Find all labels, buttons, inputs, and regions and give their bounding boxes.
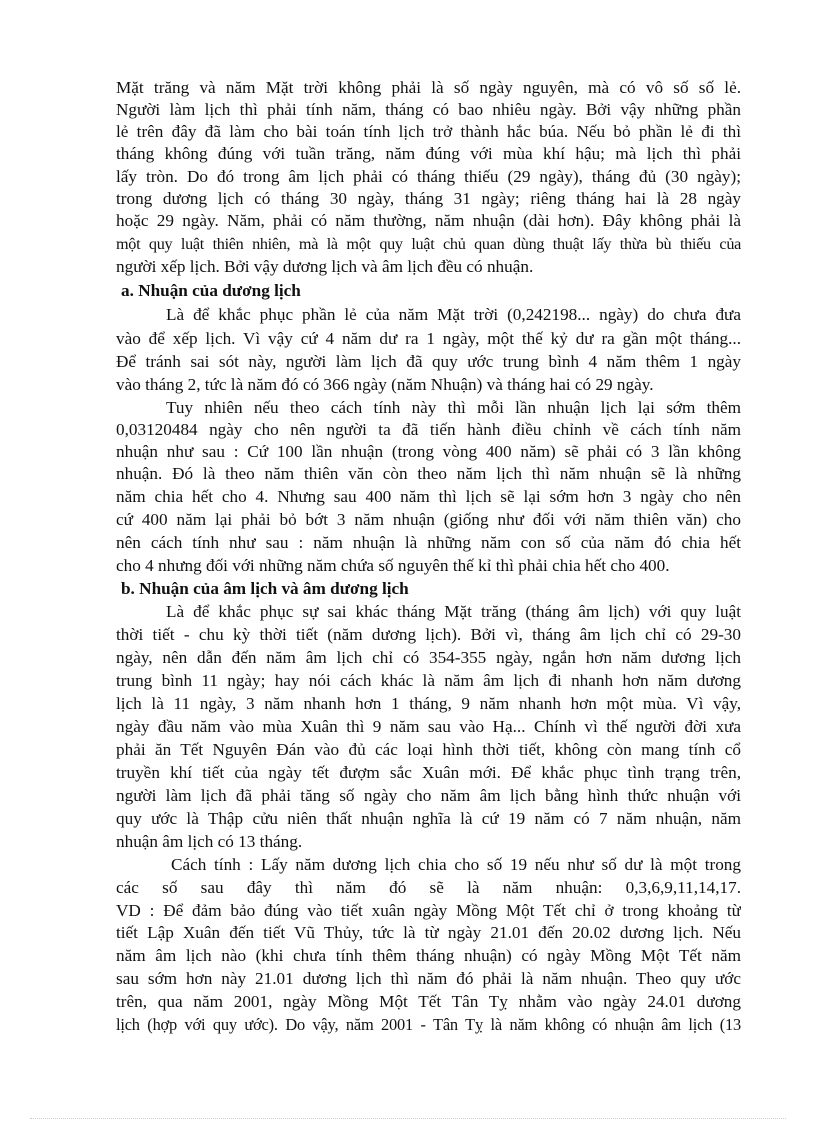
text-line: người làm lịch đã phải tăng số ngày cho năm âm lịch bằng hình thức nhuận với [116,786,741,805]
text-line: trên, qua năm 2001, ngày Mồng Một Tết Tân Tỵ nhằm vào ngày 24.01 dương [116,992,741,1011]
text-line: thời tiết - chu kỳ thời tiết (năm dương lịch). Bởi vì, tháng âm lịch chỉ có 29-30 [116,625,741,644]
section-heading-b: b. Nhuận của âm lịch và âm dương lịch [121,579,409,598]
text-line: vào để xếp lịch. Vì vậy cứ 4 năm dư ra 1 ngày, một thế kỷ dư ra gần một tháng... [116,329,741,348]
text-line: trung bình 11 ngày; hay nói cách khác là năm âm lịch đi nhanh hơn năm dương [116,671,741,690]
text-line: Mặt trăng và năm Mặt trời không phải là số ngày nguyên, mà có vô số số lẻ. [116,78,741,97]
text-line: hoặc 29 ngày. Năm, phải có năm thường, năm nhuận (dài hơn). Đây không phải là [116,211,741,230]
text-line: nhuận như sau : Cứ 100 lần nhuận (trong vòng 400 năm) sẽ phải có 3 lần không [116,442,741,461]
text-line: năm âm lịch nào (khi chưa tính thêm tháng nhuận) có ngày Mồng Một Tết năm [116,946,741,965]
text-line: Tuy nhiên nếu theo cách tính này thì mỗi lần nhuận lịch lại sớm thêm [166,398,741,417]
text-line: năm chia hết cho 4. Nhưng sau 400 năm thì lịch sẽ lại sớm hơn 3 ngày cho nên [116,487,741,506]
text-line: Cách tính : Lấy năm dương lịch chia cho số 19 nếu như số dư là một trong [171,855,741,874]
text-line: Là để khắc phục sự sai khác tháng Mặt trăng (tháng âm lịch) với quy luật [166,602,741,621]
text-line: truyền khí tiết của ngày tết đượm sắc Xuân mới. Để khắc phục tình trạng trên, [116,763,741,782]
text-line: Người làm lịch thì phải tính năm, tháng có bao nhiêu ngày. Bởi vậy những phần [116,100,741,119]
text-line: trong dương lịch có tháng 30 ngày, tháng 31 ngày; riêng tháng hai là 28 ngày [116,189,741,208]
text-line: lịch là 11 ngày, 3 năm nhanh hơn 1 tháng, 9 năm nhanh hơn một mùa. Vì vậy, [116,694,741,713]
text-line: cho 4 nhưng đối với những năm chứa số nguyên thế kỉ thì phải chia hết cho 400. [116,556,670,575]
text-line: nhuận âm lịch có 13 tháng. [116,832,303,851]
text-line: 0,03120484 ngày cho nên người ta đã tiến hành điều chỉnh về cách tính năm [116,420,741,439]
text-line: lấy tròn. Do đó trong âm lịch phải có tháng thiếu (29 ngày), tháng đủ (30 ngày); [116,167,741,186]
text-line: Là để khắc phục phần lẻ của năm Mặt trời (0,242198... ngày) do chưa đưa [166,305,741,324]
text-line: các số sau đây thì năm đó sẽ là năm nhuận: 0,3,6,9,11,14,17. [116,878,741,897]
text-line: người xếp lịch. Bởi vậy dương lịch và âm lịch đều có nhuận. [116,257,534,276]
text-line: ngày, nên dẫn đến năm âm lịch chỉ có 354-355 ngày, ngắn hơn năm dương lịch [116,648,741,667]
text-line: phải ăn Tết Nguyên Đán vào đủ các loại hình thời tiết, không còn mang tính cổ [116,740,741,759]
text-line: một quy luật thiên nhiên, mà là một quy luật chủ quan dùng thuật lấy thừa bù thiếu của [116,235,741,253]
text-line: lịch (hợp với quy ước). Do vậy, năm 2001 - Tân Tỵ là năm không có nhuận âm lịch (13 [116,1015,741,1034]
text-line: VD : Để đảm bảo đúng vào tiết xuân ngày Mồng Một Tết chỉ ở trong khoảng từ [116,901,741,920]
text-line: lẻ trên đây đã làm cho bài toán tính lịch trở thành hắc búa. Nếu bỏ phần lẻ đi thì [116,122,741,141]
text-line: tháng không đúng với tuần trăng, năm đúng với mùa khí hậu; mà lịch thì phải [116,144,741,163]
text-line: nhuận. Đó là theo năm thiên văn còn theo năm lịch thì năm nhuận sẽ là những [116,464,741,483]
text-line: tiết Lập Xuân đến tiết Vũ Thủy, tức là từ ngày 21.01 đến 20.02 dương lịch. Nếu [116,923,741,942]
text-line: cứ 400 năm lại phải bỏ bớt 3 năm nhuận (giống như đối với năm thiên văn) cho [116,510,741,529]
text-line: vào tháng 2, tức là năm đó có 366 ngày (năm Nhuận) và tháng hai có 29 ngày. [116,375,654,394]
text-line: nên cách tính như sau : năm nhuận là những năm con số của năm đó chia hết [116,533,741,552]
text-line: sau sớm hơn này 21.01 dương lịch thì năm đó phải là năm nhuận. Theo quy ước [116,969,741,988]
text-line: Để tránh sai sót này, người làm lịch đã quy ước trung bình 4 năm thêm 1 ngày [116,352,741,371]
text-line: ngày đầu năm vào mùa Xuân thì 9 năm sau vào Hạ... Chính vì thế người đời xưa [116,717,741,736]
text-line: quy ước là Thập cửu niên thất nhuận nghĩa là cứ 19 năm có 7 năm nhuận, năm [116,809,741,828]
page-bottom-divider [30,1118,786,1119]
section-heading-a: a. Nhuận của dương lịch [121,281,301,300]
